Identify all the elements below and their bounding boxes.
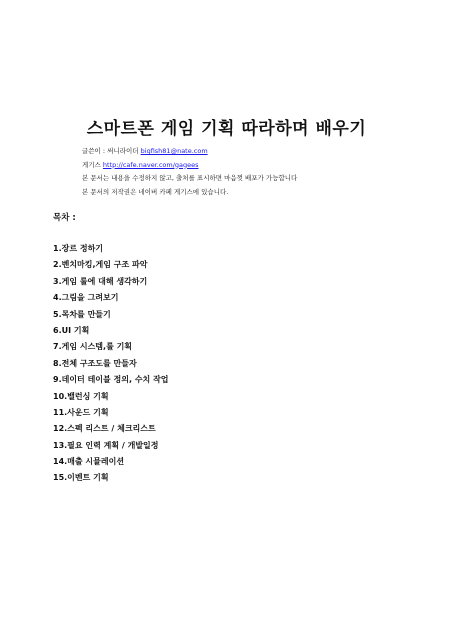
- toc-item: 1.장르 정하기: [53, 244, 104, 253]
- toc-item: 3.게임 룰에 대해 생각하기: [53, 276, 148, 286]
- toc-item: 13.필요 인력 계획 / 개발일정: [53, 440, 159, 450]
- toc-item: 10.밸런싱 기획: [53, 391, 109, 401]
- toc-item: 12.스펙 리스트 / 체크리스트: [53, 424, 156, 434]
- source-url-link[interactable]: http://cafe.naver.com/gagees: [102, 160, 199, 169]
- document-title: 스마트폰 게임 기획 따라하며 배우기: [86, 119, 367, 139]
- toc-item: 4.그림을 그려보기: [53, 293, 119, 303]
- toc-item: 8.전체 구조도를 만들자: [53, 358, 137, 368]
- toc-item: 14.매출 시뮬레이션: [53, 457, 125, 467]
- toc-item: 5.목차를 만들기: [53, 309, 111, 319]
- toc-item: 7.게임 시스템,룰 기획: [53, 342, 133, 352]
- author-label: 글쓴이 : 써니라이더: [82, 147, 139, 155]
- toc-item: 15.이벤트 기획: [53, 473, 109, 483]
- table-of-contents: [53, 243, 169, 489]
- source-line: [82, 159, 297, 173]
- toc-item: 2.벤치마킹,게임 구조 파악: [53, 260, 148, 270]
- toc-item: 6.UI 기획: [53, 325, 90, 335]
- source-label: 게기스: [82, 160, 101, 169]
- author-line: [82, 145, 297, 159]
- toc-item: 9.데이터 테이블 정의, 수치 작업: [53, 375, 169, 385]
- toc-heading: 목차 :: [53, 213, 76, 223]
- notice-line-2: 본 문서의 저작권은 네이버 카페 게기스에 있습니다.: [82, 187, 229, 196]
- author-email-link[interactable]: bigfish81@nate.com: [140, 147, 208, 155]
- document-meta: [82, 145, 297, 199]
- notice-line-1: 본 문서는 내용을 수정하지 않고, 출처를 표시하면 마음껏 배포가 가능합니다: [82, 174, 298, 182]
- toc-item: 11.사운드 기획: [53, 407, 109, 417]
